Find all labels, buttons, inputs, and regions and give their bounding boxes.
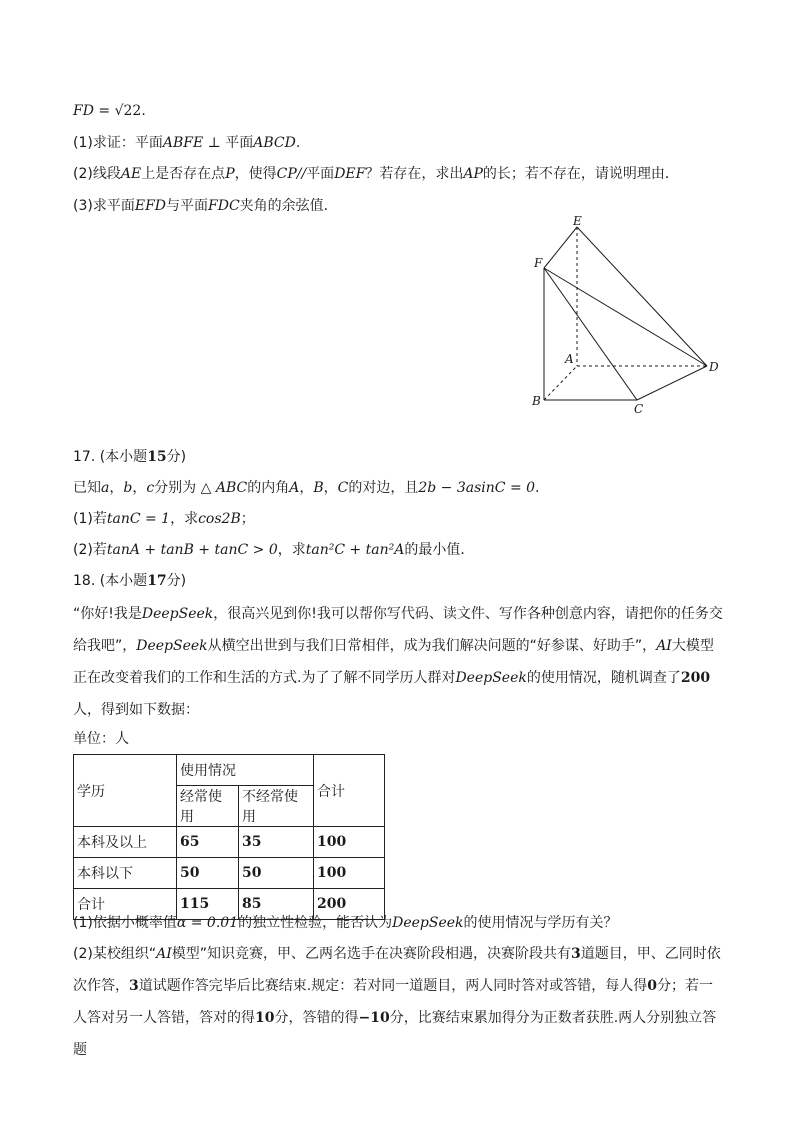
q18-intro: “你好!我是DeepSeek，很高兴见到你!我可以帮你写代码、读文件、写作各种创意内容，请把你的任务交给我吧”，DeepSeek从横空出世到与我们日常相伴，成为我们解决问题的“好参谋、好助手”，AI大模型正在改变着我们的工作和生活的方式.为了了解不同学历人群对DeepSeek的使用情况，随机调查了200人，得到如下数据： <box>73 606 723 718</box>
vertex-label-A: A <box>565 352 574 366</box>
q17-part-1: (1)若tanC = 1，求cos2B； <box>73 511 255 527</box>
vertex-label-C: C <box>634 402 644 416</box>
vertex-label-B: B <box>532 394 541 408</box>
q17-statement: 已知a，b，c分别为 △ ABC的内角A，B，C的对边，且2b − 3asinC = 0. <box>73 480 540 496</box>
header-total: 合计 <box>314 755 385 827</box>
header-often: 经常使用 <box>177 786 239 827</box>
vertex-label-F: F <box>534 256 543 270</box>
edge-FC <box>544 268 637 400</box>
geometry-figure <box>520 215 730 420</box>
header-not-often: 不经常使用 <box>239 786 314 827</box>
q16-part-1: (1)求证：平面ABFE ⊥ 平面ABCD. <box>73 135 301 151</box>
edge-CD <box>637 366 707 400</box>
q18-part-1: (1)依据小概率值α = 0.01的独立性检验，能否认为DeepSeek的使用情况与学历有关？ <box>73 915 618 931</box>
header-education: 学历 <box>74 755 177 827</box>
q18-header: 18. (本小题17分) <box>73 573 187 589</box>
q17-header: 17. (本小题15分) <box>73 449 187 465</box>
header-usage: 使用情况 <box>177 755 314 786</box>
edge-BA-hidden <box>544 366 577 400</box>
unit-label: 单位：人 <box>73 731 129 747</box>
edge-FE <box>544 227 577 268</box>
q16-part-3: (3)求平面EFD与平面FDC夹角的余弦值． <box>73 198 338 214</box>
q17-part-2: (2)若tanA + tanB + tanC > 0，求tan²C + tan²A的最小值． <box>73 542 475 558</box>
usage-table <box>73 754 385 920</box>
q16-part-2: (2)线段AE上是否存在点P，使得CP//平面DEF？若存在，求出AP的长；若不存在，请说明理由． <box>73 166 679 182</box>
table-row: 本科及以上 65 35 100 <box>74 827 385 858</box>
fd-value: √22 <box>114 103 142 119</box>
fd-label: FD <box>73 103 94 119</box>
table-row: 合计 115 85 200 <box>74 889 385 920</box>
table-row: 本科以下 50 50 100 <box>74 858 385 889</box>
fd-length-line: FD = √22. <box>73 103 146 119</box>
q18-part-2: (2)某校组织“AI模型”知识竞赛，甲、乙两名选手在决赛阶段相遇，决赛阶段共有3道题目，甲、乙同时依次作答，3道试题作答完毕后比赛结束.规定：若对同一道题目，两人同时答对或答错，每人得0分；若一人答对另一人答错，答对的得10分，答错的得−10分，比赛结束累加得分为正数者获胜.两人分别独立答题 <box>73 946 721 1058</box>
vertex-label-E: E <box>573 215 582 228</box>
vertex-label-D: D <box>709 360 719 374</box>
edge-ED <box>577 227 707 366</box>
